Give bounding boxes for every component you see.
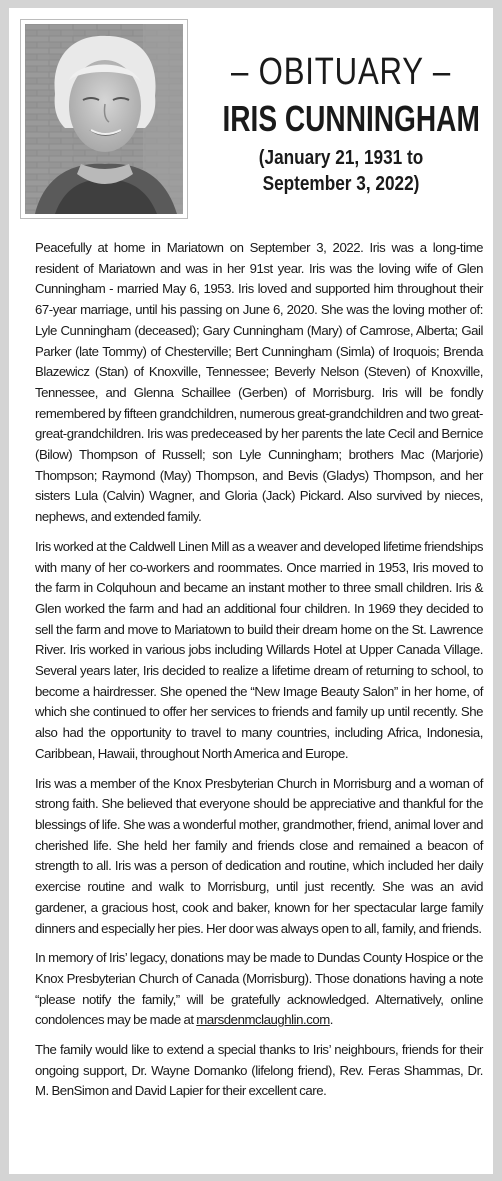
paragraph-life: Iris worked at the Caldwell Linen Mill as a weaver and developed lifetime friendships with many of her co-workers and roommates. Once married in 1953, Iris moved to the farm in Colquhoun and became an instant mother to three small children. Iris & Glen worked the farm and had an additional four children. In 1969 they decided to sell the farm and move to Mariatown to build their dream home on the St. Lawrence River. Iris worked in various jobs including Willards Hotel at Upper Canada Village. Several years later, Iris decided to realize a lifetime dream of returning to school, to become a hairdresser. She opened the “New Image Beauty Salon” in her home, of which she continued to offer her services to friends and family up until recently. She also had the opportunity to travel to many countries, including Africa, Indonesia, Caribbean, Hawaii, throughout North America and Europe. xyxy=(35,538,483,761)
life-dates-line-2: September 3, 2022) xyxy=(262,173,420,195)
obituary-kicker: – OBITUARY – xyxy=(231,51,451,93)
paragraph-thanks: The family would like to extend a special thanks to Iris’ neighbours, friends for their ongoing support, Dr. Wayne Domanko (lifelong friend), Rev. Feras Shammas, Dr. M. BenSimon and David Lapier for their excellent care. xyxy=(35,1042,483,1099)
deceased-name: IRIS CUNNINGHAM xyxy=(222,98,480,139)
life-dates xyxy=(210,145,471,197)
paragraph-faith: Iris was a member of the Knox Presbyterian Church in Morrisburg and a woman of strong faith. She believed that everyone should be appreciative and thankful for the blessings of life. She was a wonderful mother, grandmother, friend, animal lover and cherished life. She held her family and friends close and remained a beacon of strength to all. Iris was a person of dedication and routine, which included her daily exercise routine and walk to Morrisburg, until just recently. She was an avid gardener, a gracious host, cook and baker, known for her spectacular large family dinners and especially her pies. Her door was always open to all, family, and friends. xyxy=(35,775,483,936)
obituary-body xyxy=(35,238,483,1111)
paragraph-family: Peacefully at home in Mariatown on September 3, 2022. Iris was a long-time resident of Mariatown and was in her 91st year. Iris was the loving wife of Glen Cunningham - married May 6, 1953. Iris loved and supported him throughout their 67-year marriage, until his passing on June 6, 2020. She was the loving mother of: Lyle Cunningham (deceased); Gary Cunningham (Mary) of Camrose, Alberta; Gail Parker (late Tommy) of Chesterville; Bert Cunningham (Simla) of Iroquois; Brenda Blazewicz (Stan) of Knoxville, Tennessee; Beverly Nelson (Steven) of Knoxville, Tennessee, and Glenna Schaillee (Gerben) of Morrisburg. Iris will be fondly remembered by fifteen grandchildren, numerous great-grandchildren and two great-great-grandchildren. Iris was predeceased by her parents the late Cecil and Bernice (Bilow) Thompson of Russell; son Lyle Cunningham; brothers Mac (Marjorie) Thompson; Raymond (May) Thompson, and Bevis (Gladys) Thompson, and her sisters Lula (Calvin) Wagner, and Gloria (Jack) Pickard. Also survived by nieces, nephews, and extended family. xyxy=(35,240,483,525)
portrait-photo xyxy=(21,20,187,218)
portrait-photo-image xyxy=(25,24,183,214)
donations-text-end: . xyxy=(329,1012,333,1028)
life-dates-line-1: (January 21, 1931 to xyxy=(258,147,424,169)
obituary-header xyxy=(189,50,493,197)
paragraph-donations xyxy=(35,948,483,1031)
condolences-link[interactable]: marsdenmclaughlin.com xyxy=(196,1012,330,1028)
obituary-panel xyxy=(9,8,493,1174)
donations-text: In memory of Iris’ legacy, donations may be made to Dundas County Hospice or the Knox Presbyterian Church of Canada (Morrisburg). Those donations having a note “please notify the family,” will be gratefully acknowledged. Alternatively, online condolences may be made at xyxy=(35,950,483,1028)
